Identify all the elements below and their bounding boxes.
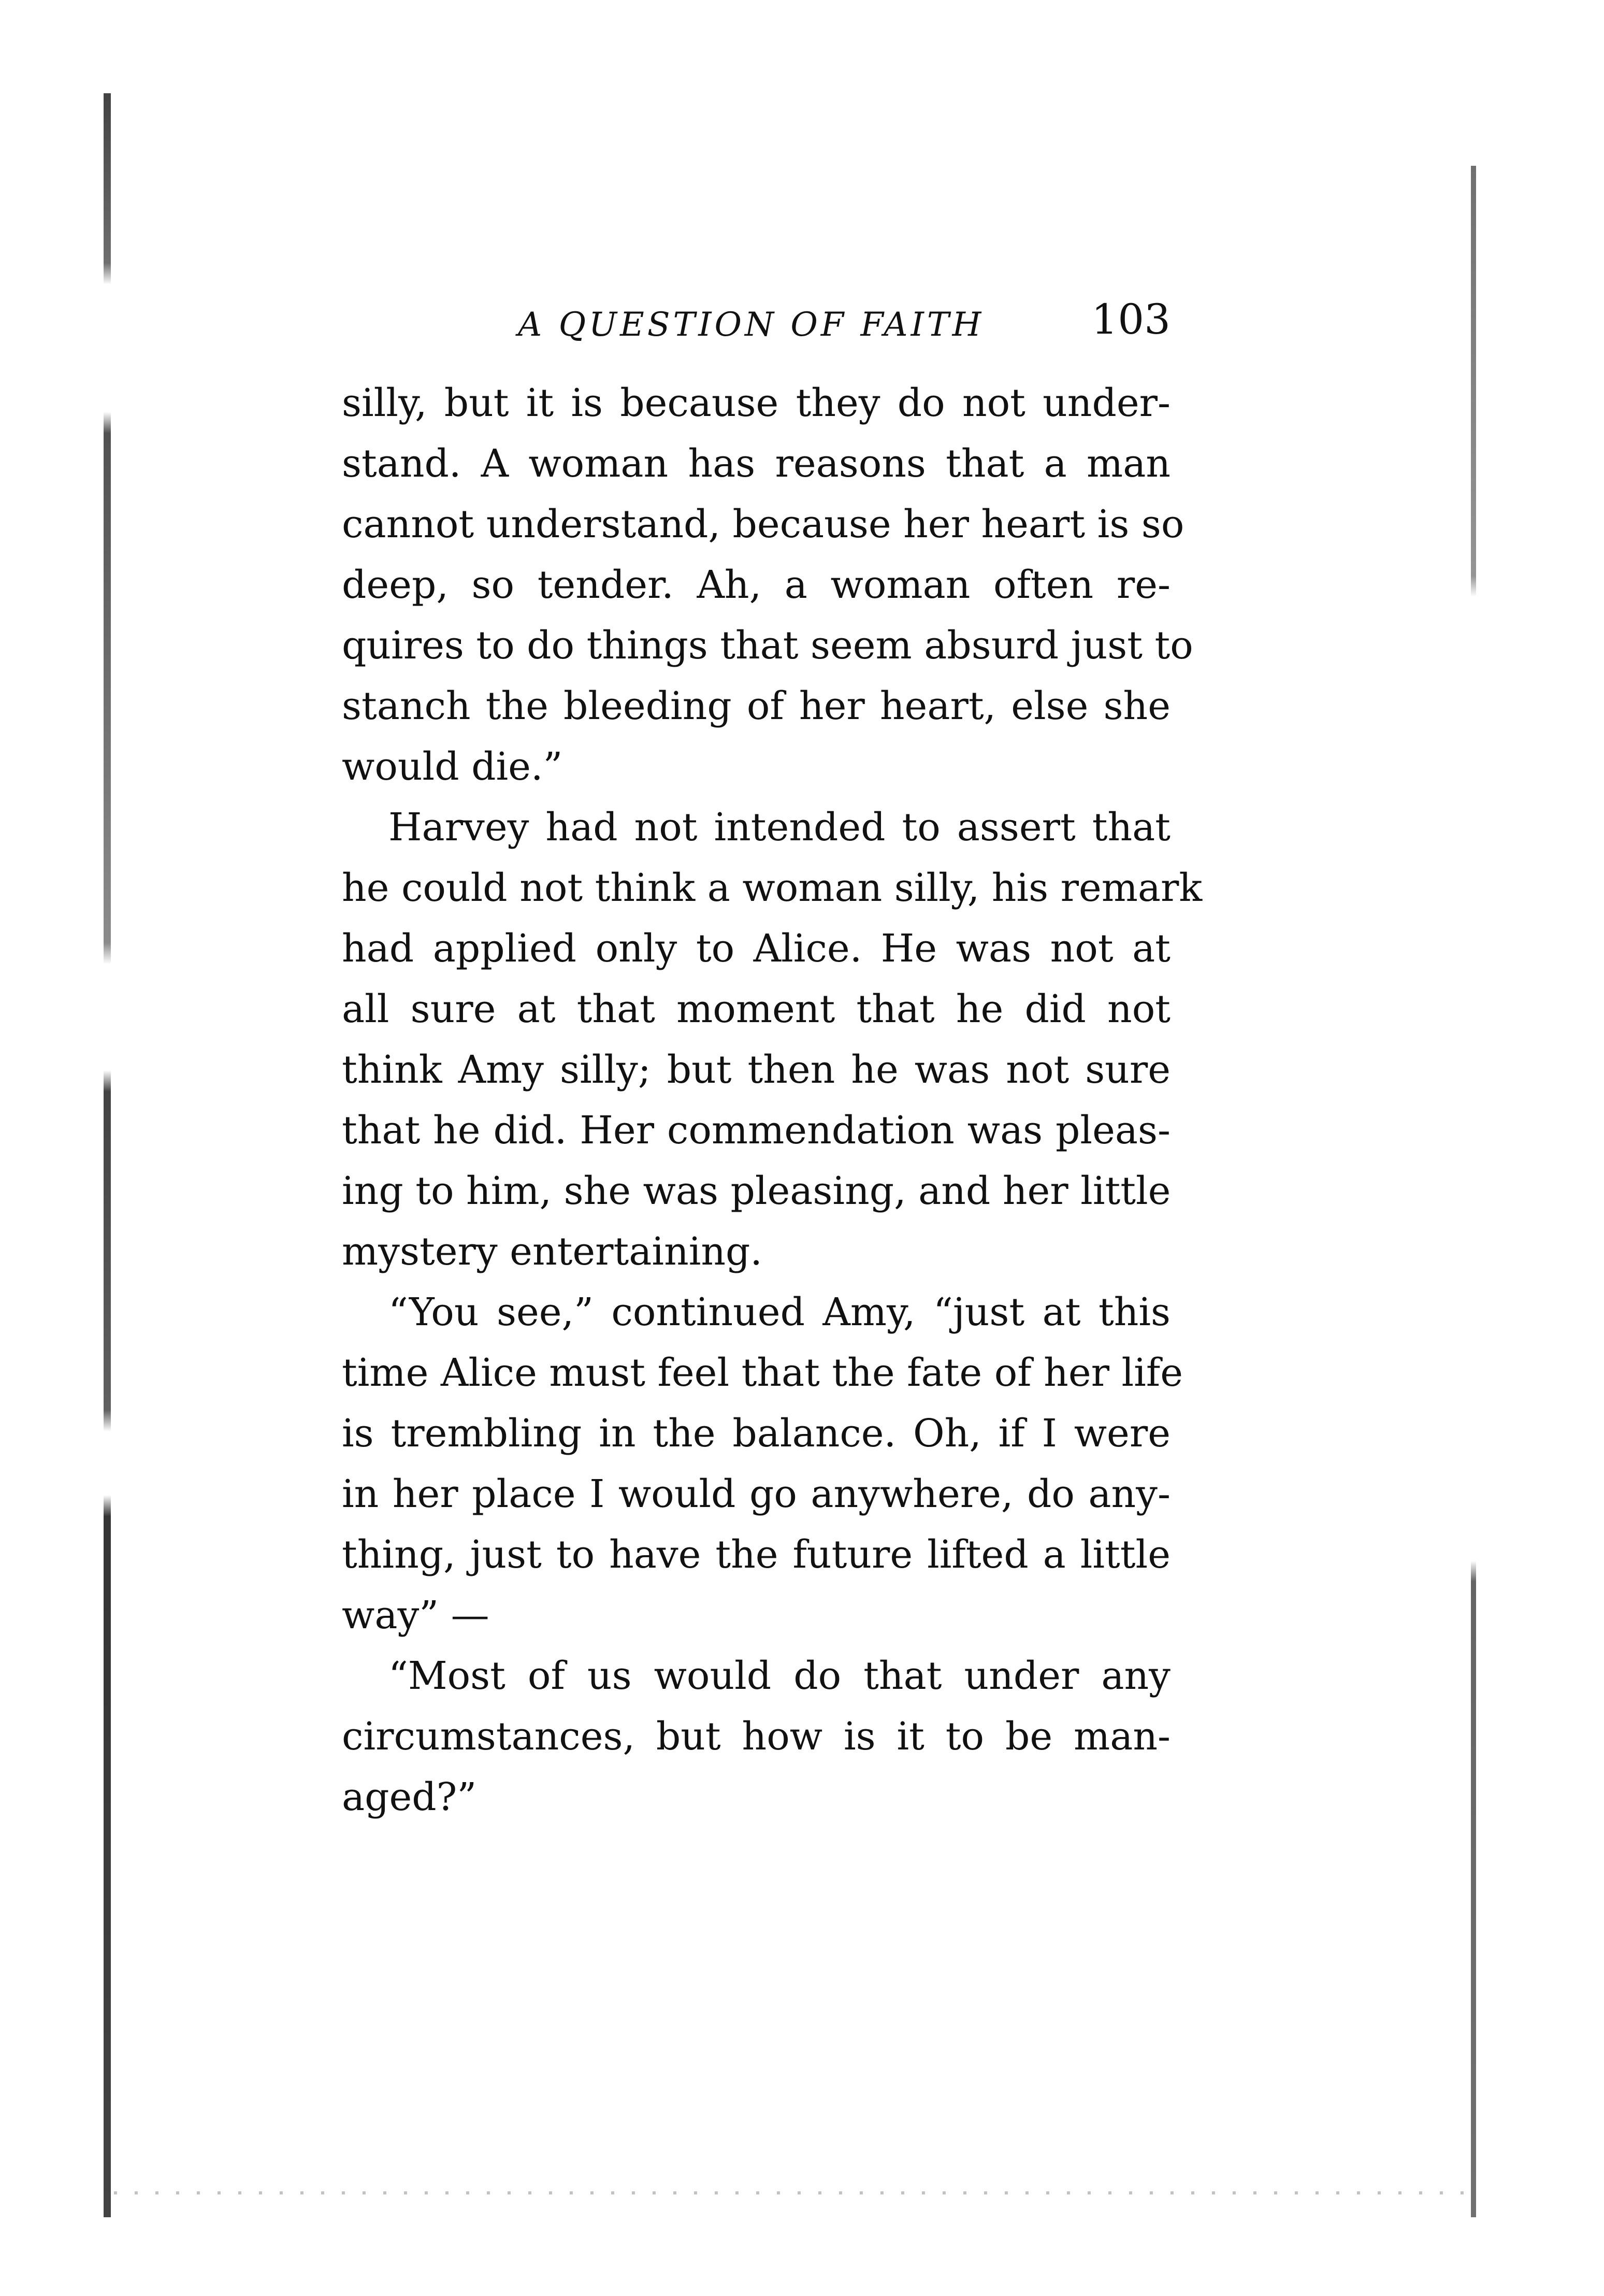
text-line: “Most of us would do that under any — [388, 1654, 1171, 1698]
text-line: thing, just to have the future lifted a little — [342, 1532, 1171, 1577]
paragraph — [342, 1282, 1183, 1646]
text-line: had applied only to Alice. He was not at — [342, 926, 1171, 971]
text-line: think Amy silly; but then he was not sure — [342, 1047, 1171, 1092]
text-line: all sure at that moment that he did not — [342, 987, 1171, 1031]
binding-shadow — [104, 93, 111, 2217]
text-line: stand. A woman has reasons that a man — [342, 441, 1171, 486]
text-line: way” — — [342, 1593, 489, 1638]
text-line: silly, but it is because they do not under- — [342, 381, 1171, 425]
text-line: time Alice must feel that the fate of her life — [342, 1351, 1183, 1395]
text-line: quires to do things that seem absurd just to — [342, 623, 1193, 668]
running-head — [342, 295, 1171, 352]
text-line: in her place I would go anywhere, do any- — [342, 1472, 1171, 1516]
text-line: cannot understand, because her heart is so — [342, 502, 1184, 547]
text-line: Harvey had not intended to assert that — [388, 805, 1171, 850]
text-line: circumstances, but how is it to be man- — [342, 1714, 1171, 1759]
body-text — [342, 373, 1203, 1828]
text-line: he could not think a woman silly, his remark — [342, 866, 1203, 910]
text-line: deep, so tender. Ah, a woman often re- — [342, 563, 1171, 607]
page-number: 103 — [1091, 295, 1171, 343]
paragraph — [342, 1646, 1171, 1828]
scan-noise — [114, 2191, 1471, 2194]
running-head-title: A QUESTION OF FAITH — [518, 306, 985, 344]
text-line: aged?” — [342, 1775, 477, 1819]
text-line: that he did. Her commendation was pleas- — [342, 1108, 1171, 1153]
text-line: stanch the bleeding of her heart, else she — [342, 684, 1171, 728]
text-line: is trembling in the balance. Oh, if I were — [342, 1411, 1171, 1456]
text-line: “You see,” continued Amy, “just at this — [388, 1290, 1171, 1334]
text-line: ing to him, she was pleasing, and her little — [342, 1169, 1171, 1213]
paragraph — [342, 373, 1193, 797]
paragraph — [342, 797, 1203, 1282]
text-line: would die.” — [342, 744, 563, 789]
page-edge-shadow — [1471, 166, 1476, 2217]
text-line: mystery entertaining. — [342, 1229, 762, 1274]
